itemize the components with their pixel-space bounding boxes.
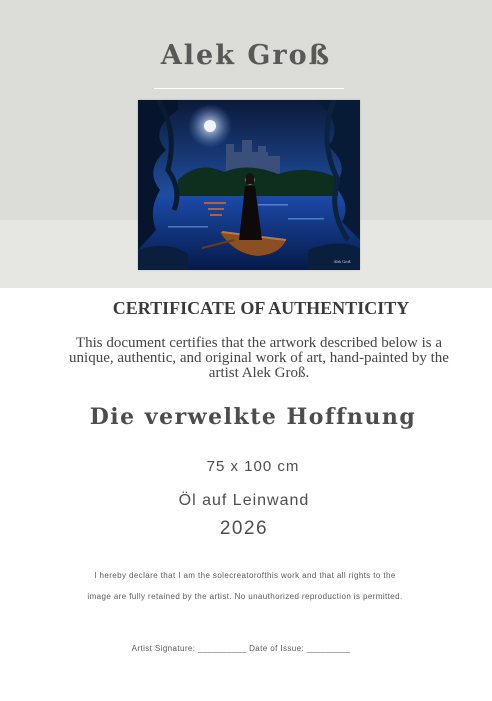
artwork-year: 2026 — [219, 518, 269, 539]
artwork-title: Die verwelkte Hoffnung — [89, 404, 417, 430]
painting-signature: Alek Groß — [333, 259, 351, 264]
declaration-line-1: I hereby declare that I am the solecreatorofthis work and that all rights to the — [94, 571, 396, 580]
artwork-dimensions: 75 x 100 cm — [206, 458, 300, 475]
artist-name: Alek Groß — [160, 40, 332, 71]
signature-and-date-line: Artist Signature: __________ Date of Issue: _________ — [131, 644, 351, 653]
declaration — [50, 565, 440, 607]
divider — [154, 88, 344, 89]
artwork-image — [138, 100, 360, 270]
declaration-line-2: image are fully retained by the artist. No unauthorized reproduction is permitted. — [87, 592, 403, 601]
certificate-body: This document certifies that the artwork described below is a unique, authentic, and original work of art, hand-painted by the artist Alek Groß. — [69, 335, 449, 381]
artwork-medium: Öl auf Leinwand — [178, 492, 310, 509]
certificate-title: CERTIFICATE OF AUTHENTICITY — [112, 298, 410, 318]
